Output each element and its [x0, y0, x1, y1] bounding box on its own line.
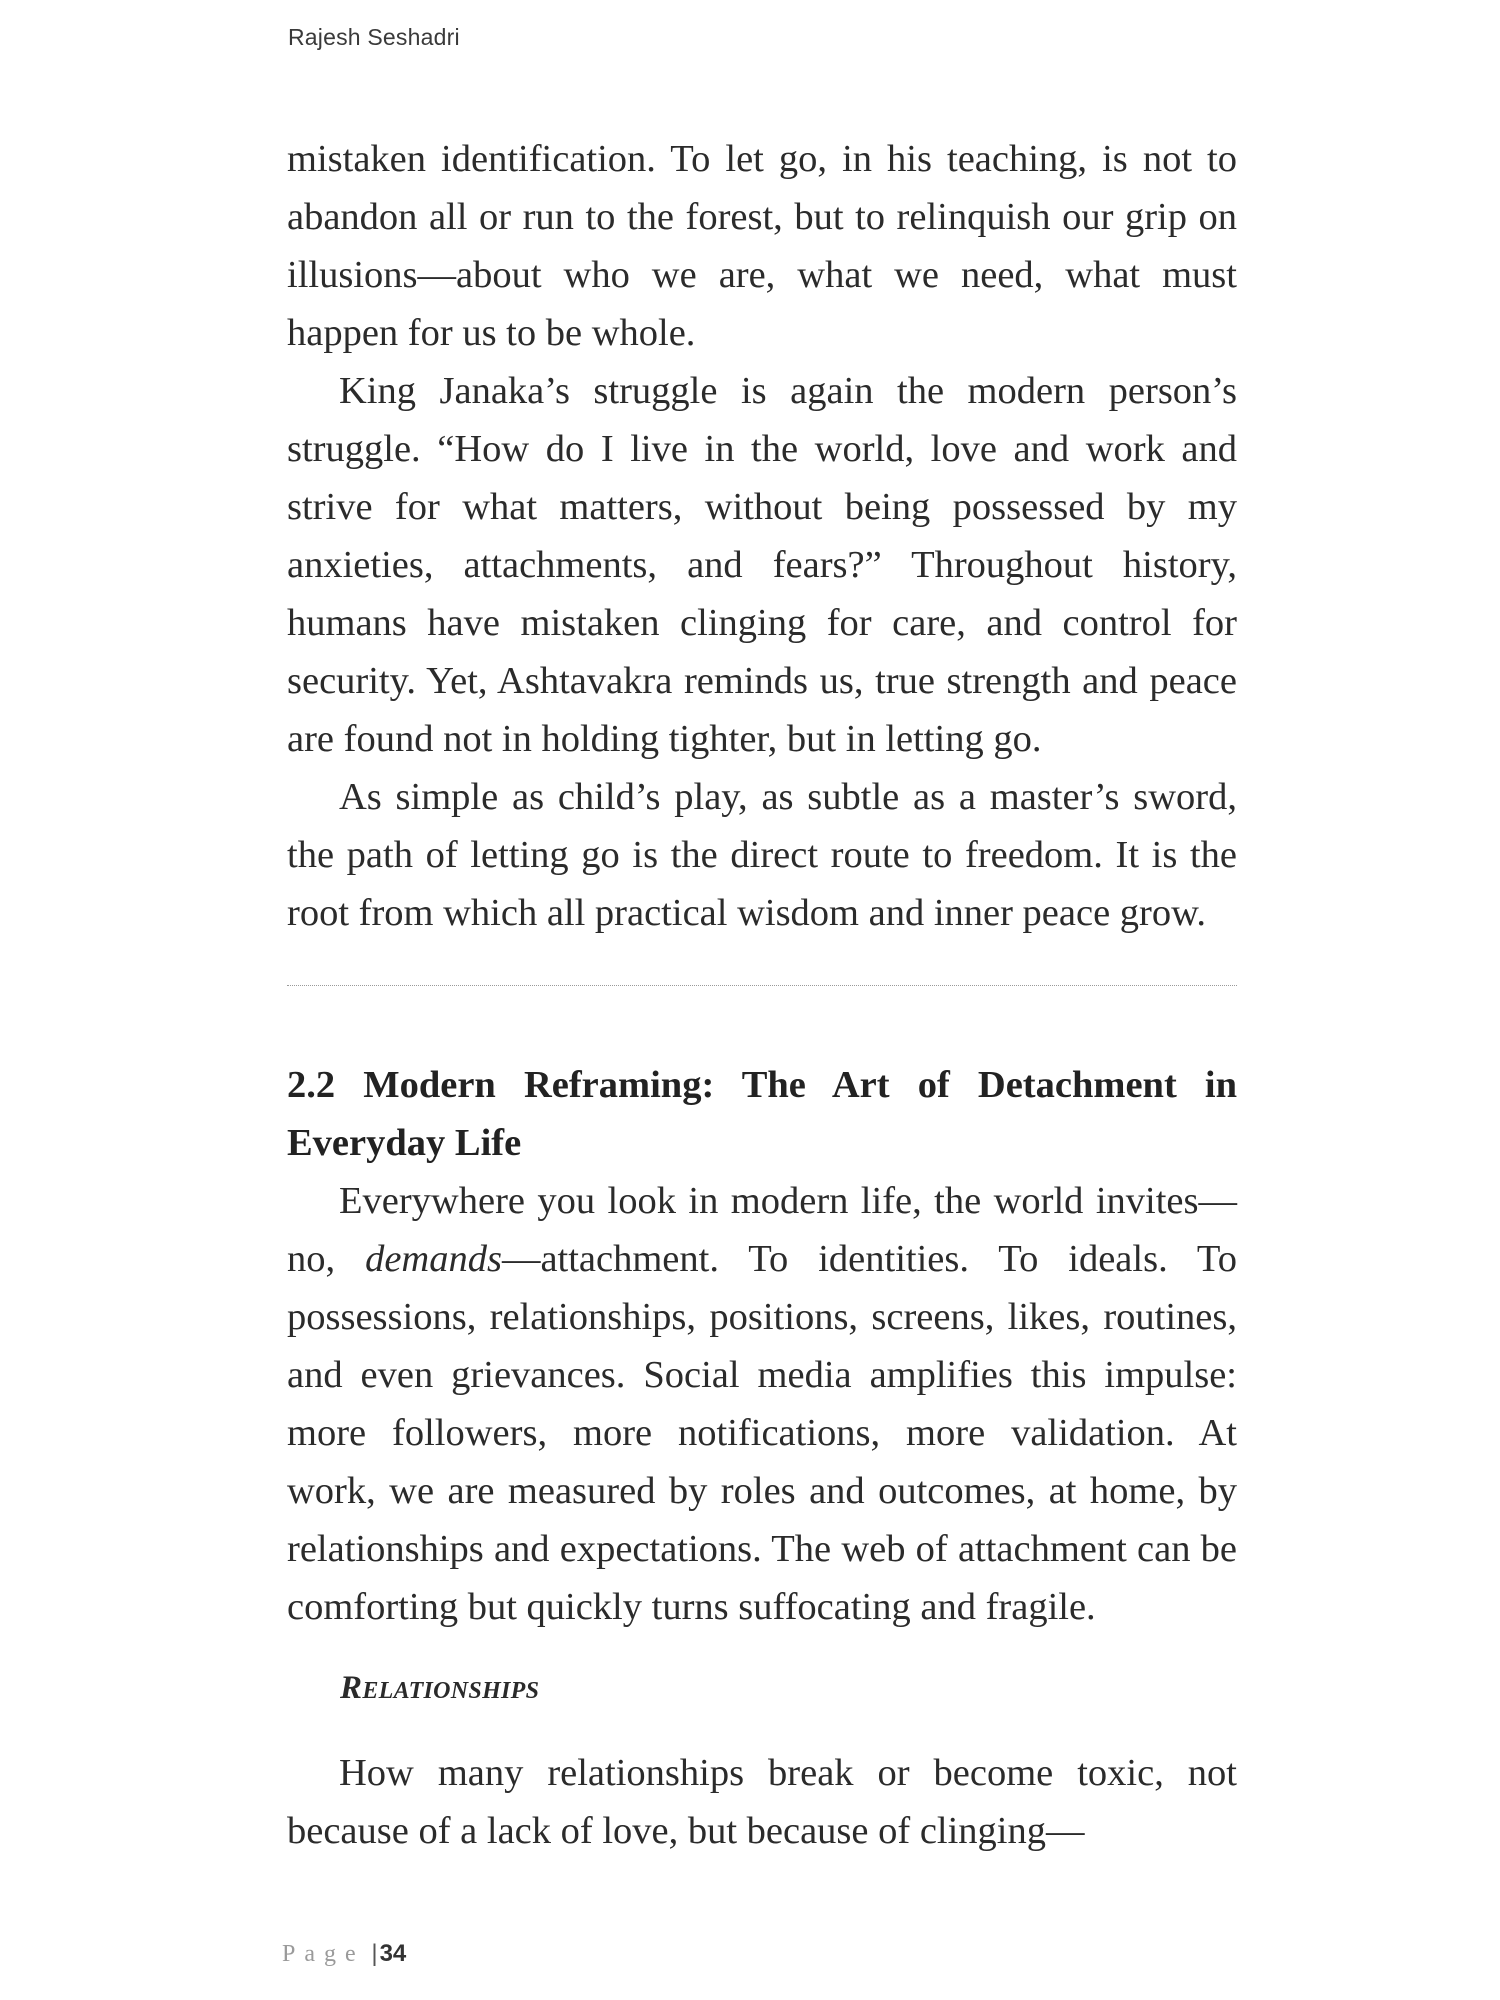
page-label: Page	[282, 1941, 365, 1967]
subsection-heading-relationships	[340, 1670, 539, 1707]
body-text-bottom	[287, 1744, 1237, 1860]
paragraph-2: King Janaka’s struggle is again the modern person’s struggle. “How do I live in the world, love and work and strive for what matters, without being possessed by my anxieties, attachments, and fears?” Throughout history, humans have mistaken clinging for care, and control for security. Yet, Ashtavakra reminds us, true strength and peace are found not in holding tighter, but in letting go.	[287, 370, 1237, 760]
subsection-heading-rest: ELATIONSHIPS	[362, 1678, 540, 1704]
section-heading: 2.2 Modern Reframing: The Art of Detachment in Everyday Life	[287, 1064, 1237, 1164]
section-paragraph-start: Everywhere you look in modern life, the world invites—no,	[287, 1180, 1237, 1280]
section-2-2	[287, 1056, 1237, 1636]
emphasis-demands: demands	[365, 1238, 502, 1280]
relationships-paragraph: How many relationships break or become toxic, not because of a lack of love, but because of clinging—	[287, 1752, 1237, 1852]
page-number: 34	[379, 1940, 407, 1967]
paragraph-3: As simple as child’s play, as subtle as a master’s sword, the path of letting go is the direct route to freedom. It is the root from which all practical wisdom and inner peace grow.	[287, 776, 1237, 934]
section-paragraph	[287, 1172, 1237, 1636]
running-header-author: Rajesh Seshadri	[288, 24, 460, 50]
paragraph-1: mistaken identification. To let go, in his teaching, is not to abandon all or run to the forest, but to relinquish our grip on illusions—about who we are, what we need, what must happen for us to be whole.	[287, 138, 1237, 354]
body-text-top	[287, 130, 1237, 942]
subsection-heading-initial: R	[340, 1670, 363, 1706]
page-footer	[282, 1940, 406, 1968]
section-paragraph-rest: —attachment. To identities. To ideals. To possessions, relationships, positions, screens, likes, routines, and even grievances. Social media amplifies this impulse: more followers, more notifications, more validation. At work, we are measured by roles and outcomes, at home, by relationships and expectations. The web of attachment can be comforting but quickly turns suffocating and fragile.	[287, 1238, 1238, 1628]
page-separator: |	[371, 1940, 378, 1967]
section-divider	[287, 985, 1237, 986]
